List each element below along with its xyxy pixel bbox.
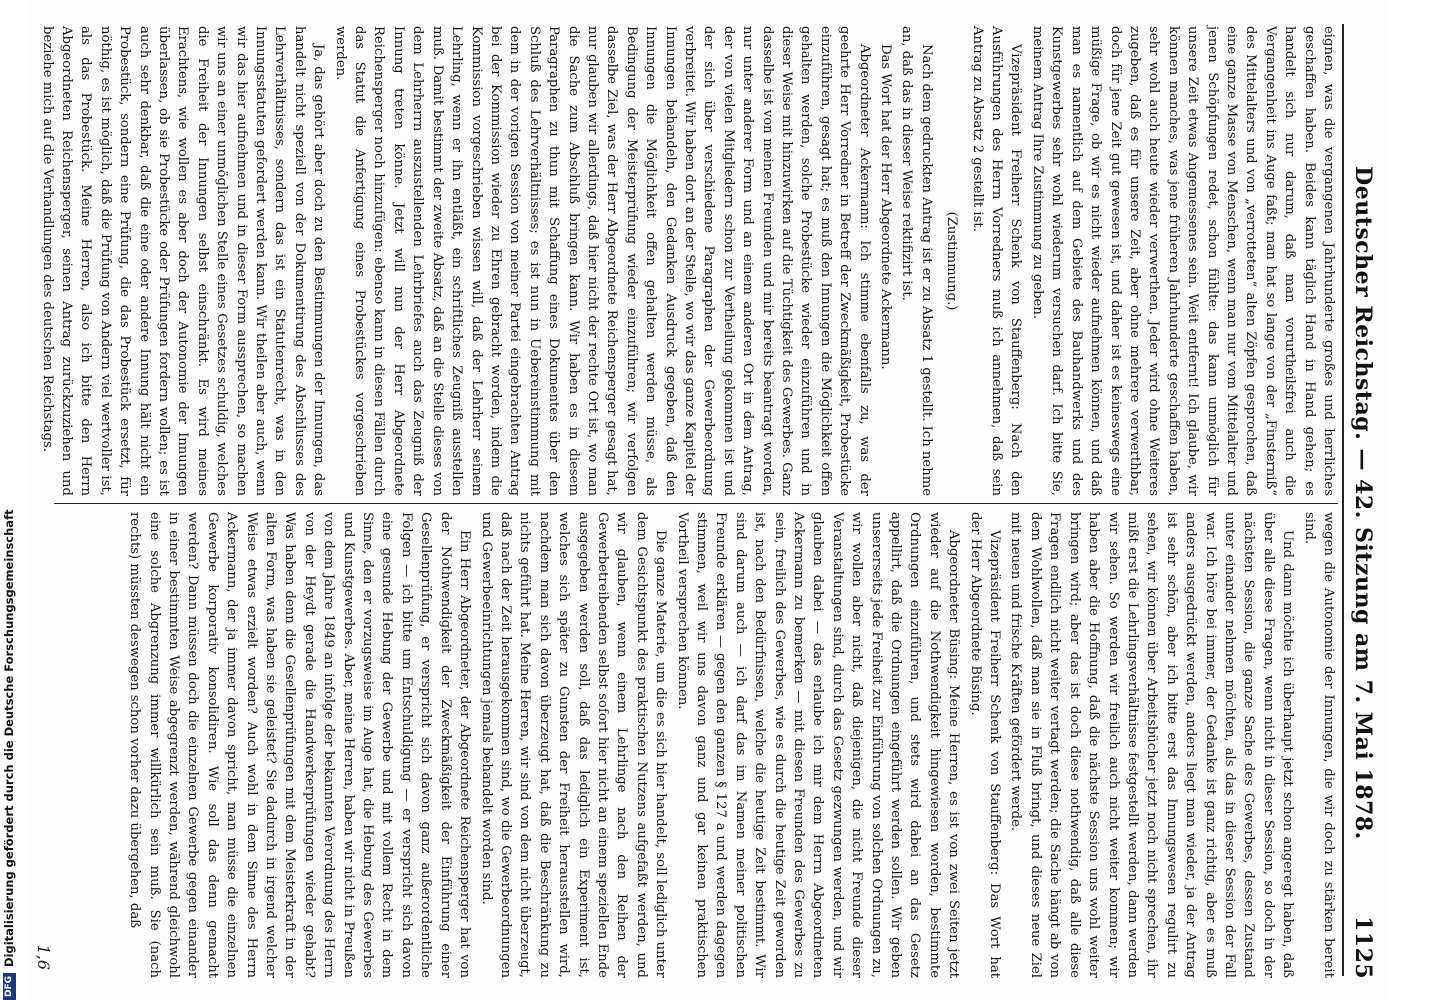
paragraph: Abgeordneter Büsing: Meine Herren, es ist von zwei Seiten jetzt wieder auf die Nothwendigkeit hingewiesen worden, bestimmte Ordnungen einzuführen, und stets wird dabei an das Gesetz appellirt, daß die Ordnungen eingeführt werden sollen. Wir geben unsererseits jede Freiheit zur Einführung von solchen Ordnungen zu, wir wollen aber nicht, daß diejenigen, die nicht Freunde dieser Veranstaltungen sind, durch das Gesetz gezwungen werden, und wir glauben dabei — das erlaube ich mir dem Herrn Abgeordneten Ackermann zu bemerken — mit diesen Freunden des Gewerbes zu sein, freilich des Gewerbes, wie es durch die heutige Zeit geworden ist, nach den Bedürfnissen, welche die heutige Zeit bestimmt. Wir sind darum auch — ich darf das im Namen meiner politischen Freunde erklären — gegen den ganzen § 127 a und werden dagegen stimmen, weil wir uns davon ganz und gar keinen praktischen Vortheil versprechen können. <box>674 512 962 978</box>
page-number: 1125 <box>1350 916 1376 980</box>
paragraph: Vizepräsident Freiherr Schenk von Stauffenberg: Nach den Ausführungen des Herrn Vorredners muß ich annehmen, daß sein Antrag zu Absatz 2 gestellt ist. <box>969 26 1024 496</box>
paragraph: Die ganze Materie, um die es sich hier handelt, soll lediglich unter dem Gesichtspunkt des praktischen Nutzens aufgefaßt werden, und wir glauben, wenn einem Lehrlinge nach den Reihen der Gewerbetreibenden selbst sofort hier nicht an einem speziellen Ende ausgegeben werden soll, daß das lediglich ein Experiment ist, welches sich später zu Gunsten der Freiheit herausstellen wird, nachdem man sich davon überzeugt hat, daß die Beschränkung zu nichts geführt hat. Meine Herren, wir sind von dem nicht überzeugt, daß nach der Zeit herausgekommen sind, wo die Gewerbeordnungen und Gewerbeeinrichtungen jemals behandelt worden sind. <box>478 512 669 978</box>
paragraph: Abgeordneter Ackermann: Ich stimme ebenfalls zu, was der geehrte Herr Vorredner in Betreff der Zweckmäßigkeit, Probestücke einzuführen, gesagt hat; es muß den Innungen die Möglichkeit offen gehalten werden, solche Probestücke wieder einzuführen und in dieser Weise mit hinzuwirken auf die Tüchtigkeit des Gewerbes. Ganz dasselbe ist von meinen Freunden und mir bereits beantragt worden, nur unter anderer Form und an einem anderen Ort in dem Antrag, der von vielen Mitgliedern schon zur Vertheilung gekommen ist und der sich über verschiedene Paragraphen der Gewerbeordnung verbreitet. Wir haben dort an der Stelle, wo wir das ganze Kapitel der Innungen behandeln, den Gedanken Ausdruck gegeben, daß den Innungen die Möglichkeit offen gehalten werden müsse, als Bedingung der Meisterprüfung wieder einzuführen; wir verfolgen dasselbe Ziel, was der Herr Abgeordnete Reichensperger gesagt hat, nur glauben wir allerdings, daß hier nicht der rechte Ort ist, wo man die Sache zum Abschluß bringen kann. Wir haben es in diesem Paragraphen zu thun mit Schaffung eines Dokumentes über den Schluß des Lehrverhältnisses; es ist nun in Uebereinstimmung mit dem in der vorigen Session von meiner Partei eingebrachten Antrag bei der Kommission wieder zu Ehren gebracht worden, indem die Kommission vorgeschrieben wissen will, daß der Lehrherr seinem Lehrling, wenn er ihn entläßt, ein schriftliches Zeugniß ausstellen muß. Damit bestimmt der zweite Absatz, daß an die Stelle dieses von dem Lehrherrn auszustellenden Lehrbriefes auch das Zeugniß der Innung treten könne. Jetzt will nun der Herr Abgeordnete Reichensperger noch hinzufügen: ebenso kann in diesen Fällen durch das Statut die Anfertigung eines Probestückes vorgeschrieben werden. <box>332 26 872 496</box>
dfg-logo: DFG <box>3 973 16 1000</box>
paragraph: Das Wort hat der Herr Abgeordnete Ackermann. <box>878 44 894 370</box>
signature-mark: 1,6 <box>34 944 53 970</box>
paragraph: (Zustimmung.) <box>944 211 960 311</box>
scanned-page <box>28 0 1388 1000</box>
paragraph: eignen, was die vergangenen Jahrhunderte großes und herrliches geschaffen haben. Beides kann täglich Hand in Hand gehen; es handelt sich nur darum, daß man vorurtheilsfrei auch die Vergangenheit ins Auge faßt; man hat so lange von der „Finsterniß“ des Mittelalters und von „verrotteten“ alten Zöpfen gesprochen, daß eine ganze Masse von Menschen, wenn man nur vom Mittelalter und jenen Schöpfungen redet, schon fühlte: das kann unmöglich für unsere Zeit etwas Angemessenes sein. Weit entfernt! Ich glaube, wir können manches, was jene früheren Jahrhunderte geschaffen haben, sehr wohl auch heute wieder verwerthen. Jeder wird ohne Weiteres zugeben, daß es für unsere Zeit, aber ohne mehrere verwerthbar, doch für jene Zeit gut gewesen ist, und daher ist es keineswegs eine müßige Frage, ob wir es nicht wieder aufnehmen können, und daß man es namentlich auf dem Gebiete des Bauhandwerks und des Kunstgewerbes sehr wohl wiederum versuchen darf. Ich bitte Sie, meinem Antrag Ihre Zustimmung zu geben. <box>1029 26 1336 496</box>
header-rule <box>1342 24 1344 976</box>
paragraph: wegen die Autonomie der Innungen, die wir doch zu stärken bereit sind. <box>1301 512 1336 978</box>
paragraph: Vizepräsident Freiherr Schenk von Stauffenberg: Das Wort hat der Herr Abgeordnete Büsing. <box>967 512 1003 978</box>
column-divider <box>54 503 1338 504</box>
paragraph: Nach dem gedruckten Antrag ist er zu Absatz 1 gestellt. Ich nehme an, daß das in dieser Weise rektifizirt ist. <box>899 26 934 496</box>
paragraph: Und dann möchte ich überhaupt jetzt schon angeregt haben, daß über alle diese Fragen, wenn nicht in dieser Session, so doch in der nächsten Session, die ganze Sache des Gewerbes, dessen Zustand unter einander nehmen möchten, als das in dieser Session der Fall war. Ich höre bei immer, der Gedanke ist ganz richtig, aber es muß anders ausgedrückt werden, anders liegt man wieder, ja der Antrag ist sehr schön, aber ich bitte erst das Innungswesen regulirt zu sehen, wir können über Arbeitsbücher jetzt noch nicht sprechen, ihr mißt erst die Lehrlingsverhältnisse festgestellt werden, dann werden wir sehen. So werden wir freilich auch nicht weiter kommen; wir haben aber die Hoffnung, daß die nächste Session uns wohl weiter bringen wird; aber das ist doch diese nothwendig, daß alle diese Fragen endlich nicht weiter vertagt werden; die Sache hängt ab von dem Wohlwollen, daß man sie in Fluß bringt, und dieses neue Ziel mit neuen und frische Kräften gefördert werde. <box>1008 512 1296 978</box>
paragraph: Ein Herr Abgeordneter, der Abgeordnete Reichensperger hat von der Nothwendigkeit der Zweckmäßigkeit der Einführung einer Gesellenprüfung, er verspricht sich davon ganz außerordentliche Folgen — ich bitte um Entschuldigung — er verspricht sich davon eine gesunde Hebung der Gewerbe und mit vollem Recht in dem Sinne, den er vorzugsweise im Auge hat, die Hebung des Gewerbes und Kunstgewerbes. Aber, meine Herren, haben wir nicht in Preußen von dem Jahre 1849 an infolge der bekannten Verordnung des Herrn von der Heydt gerade die Handwerkerprüfungen wieder gehabt? Was haben denn die Gesellenprüfungen mit dem Meisterkraft in der alten Form, was haben sie geleistet? Sie dadurch in irgend welcher Weise etwas erzielt worden? Auch wohl in dem Sinne des Herrn Ackermann, der ja immer davon spricht, man müsse die einzelnen Gewerbe korporativ konsolidiren. Wie soll das denn gemacht werden? Dann müssen doch die einzelnen Gewerbe gegen einander in einer bestimmten Weise abgegrenzt werden, während gleichwohl eine solche Abgrenzung immer willkürlich sein muß. Sie (nach rechts) müssten deswegen schon vorher dazu übergehen, daß <box>127 512 473 978</box>
digitization-credit <box>0 0 18 1000</box>
page-header <box>1348 30 1378 980</box>
right-column <box>54 512 1338 978</box>
credit-text: Digitalisierung gefördert durch die Deutsche Forschungsgemeinschaft <box>2 509 16 967</box>
paragraph: Ja, das gehört aber doch zu den Bestimmungen der Innungen, das handelt nicht speziell von der Dokumentirung des Abschlusses des Lehrverhältnisses, sondern das ist ein Statutenrecht, was in den Innungsstatuten gefordert werden kann. Wir theilen aber auch, wenn wir das hier aufnehmen und in dieser Form aussprechen, so machen wir uns an einer unmöglichen Stelle eines Gesetzes schuldig, welches die Freiheit der Innungen selbst einschränkt. Es wird meines Erachtens, wie wollen es aber doch der Autonomie der Innungen überlassen, ob sie Probestücke oder Prüfungen fordern wollen; es ist auch sehr denkbar, daß die eine oder andere Innung hält nicht ein Probestück, sondern eine Prüfung, die das Probestück ersetzt, für nöthig, es ist möglich, daß die Prüfung von Andern viel wertvoller ist, als das Probestück. Meine Herren, also ich bitte den Herrn Abgeordneten Reichensperger, seinen Antrag zurückzuziehen und beziehe mich auf die Verhandlungen des deutschen Reichstags. <box>39 26 327 496</box>
page-title: Deutscher Reichstag. — 42. Sitzung am 7. Mai 1878. <box>1350 166 1376 840</box>
left-column <box>39 26 1338 496</box>
